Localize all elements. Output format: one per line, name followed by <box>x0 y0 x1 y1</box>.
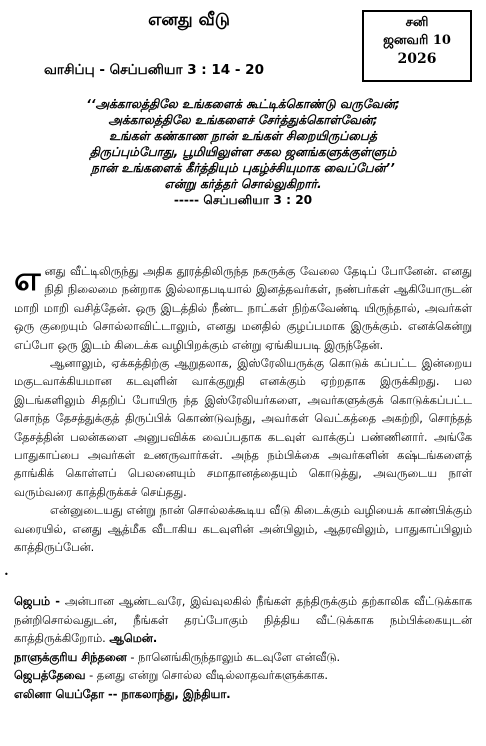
need-text: - தனது என்று சொல்ல வீடில்லாதவர்களுக்காக. <box>85 668 329 683</box>
paragraph-1 <box>14 259 472 354</box>
prayer-amen: ஆமென். <box>109 631 158 646</box>
author-line: எலினா யெப்தோ -- நாகலாந்து, இந்தியா. <box>14 686 231 701</box>
footer <box>14 592 472 704</box>
prayer-text: அன்பான ஆண்டவரே, இவ்வுலகில் நீங்கள் தந்திருக்கும் தற்காலிக வீட்டுக்காக நன்றிசொல்வதுடன், நீங்கள் தரப்போகும் நித்திய வீட்டுக்காக நம்பிக்கையுடன் காத்திருக்கிறோம். <box>14 594 472 646</box>
date-month-day: ஜனவரி 10 <box>383 33 451 48</box>
devotional-body <box>14 259 472 557</box>
paragraph-1-text: னது வீட்டிலிருந்து அதிக தூரத்திலிருந்த நகருக்கு வேலை தேடிப் போனேன். எனது நிதி நிலைமை நன்றாக இல்லாதபடியால் இனத்தவர்கள், நண்பர்கள் ஆகியோருடன் மாறி மாறி வசித்தேன். ஒரு இடத்தில் நீண்ட நாட்கள் நிற்கவேண்டி யிருந்தால், அவர்கள் ஒரு குறையும் சொல்லாவிட்டாலும், எனது மனதில் குழப்பமாக இருக்கும். எனக்கென்று எப்போ ஒரு இடம் கிடைக்க வழிபிறக்கும் என்று ஏங்கியபடி இருந்தேன். <box>14 264 472 352</box>
prayer-label: ஜெபம் - <box>14 594 60 608</box>
key-verse <box>14 96 472 208</box>
margin-dot: • <box>4 570 9 579</box>
date-box <box>362 10 472 82</box>
paragraph-3: என்னுடையது என்று நான் சொல்லக்கூடிய வீடு கிடைக்கும் வழியைக் காண்பிக்கும் வரையில், எனது ஆத்மீக வீடாகிய கடவுளின் அன்பிலும், ஆதரவிலும், பாதுகாப்பிலும் காத்திருப்பேன். <box>14 503 472 555</box>
need-label: ஜெபத்தேவை <box>14 668 86 683</box>
prayer-need <box>14 666 472 685</box>
verse-line: என்று கர்த்தர் சொல்லுகிறார். <box>164 177 322 191</box>
verse-line: திருப்பும்போது, பூமியிலுள்ள சகல ஜனங்களுக்குள்ளும் <box>89 145 397 159</box>
date-year: 2026 <box>397 51 437 67</box>
drop-cap: எ <box>14 259 41 299</box>
verse-line: அக்காலத்திலே உங்களைச் சேர்த்துக்கொள்வேன்; <box>108 113 378 127</box>
date-day: சனி <box>405 15 429 30</box>
header <box>14 10 472 92</box>
verse-line: உங்கள் கண்காண நான் உங்கள் சிறையிருப்பைத் <box>109 129 377 143</box>
thought-label: நாளுக்குரிய சிந்தனை <box>14 649 127 664</box>
thought-text: - நானெங்கிருந்தாலும் கடவுளே என்வீடு. <box>126 649 341 664</box>
paragraph-2: ஆனாலும், ஏக்கத்திற்கு ஆறுதலாக, இஸ்ரேலியருக்கு கொடுக் கப்பட்ட இன்றைய மகுடவாக்கியமான கடவுளின் வாக்குறுதி எனக்கும் ஏற்றதாக இருக்கிறது. பல இடங்களிலும் சிதறிப் போயிரு ந்த இஸ்ரேலியர்களை, அவர்களுக்குக் கொடுக்கப்பட்ட சொந்த தேசத்துக்குத் திருப்பிக் கொண்டுவந்து, அவர்கள் வெட்கத்தை அகற்றி, சொந்தத் தேசத்தின் பலன்களை அனுபவிக்க வைப்பதாக கடவுள் வாக்குப் பண்ணினார். அங்கே பாதுகாப்பை அவர்கள் உணருவார்கள். அந்த நம்பிக்கை அவர்களின் கஷ்டங்களைத் தாங்கிக் கொள்ளப் பெலனையும் சமாதானத்தையும் கொடுத்து, அவருடைய நாள் வரும்வரை காத்திருக்கச் செய்தது. <box>14 356 472 499</box>
prayer <box>14 592 472 648</box>
verse-line: ‘‘அக்காலத்திலே உங்களைக் கூட்டிக்கொண்டு வருவேன்; <box>86 97 400 111</box>
daily-thought <box>14 648 472 667</box>
page-title: எனது வீடு <box>148 10 230 30</box>
verse-reference: ----- செப்பனியா 3 : 20 <box>173 193 313 207</box>
verse-line: நான் உங்களைக் கீர்த்தியும் புகழ்ச்சியுமாக வைப்பேன்’’ <box>91 161 395 175</box>
scripture-reading: வாசிப்பு - செப்பனியா 3 : 14 - 20 <box>44 62 264 78</box>
